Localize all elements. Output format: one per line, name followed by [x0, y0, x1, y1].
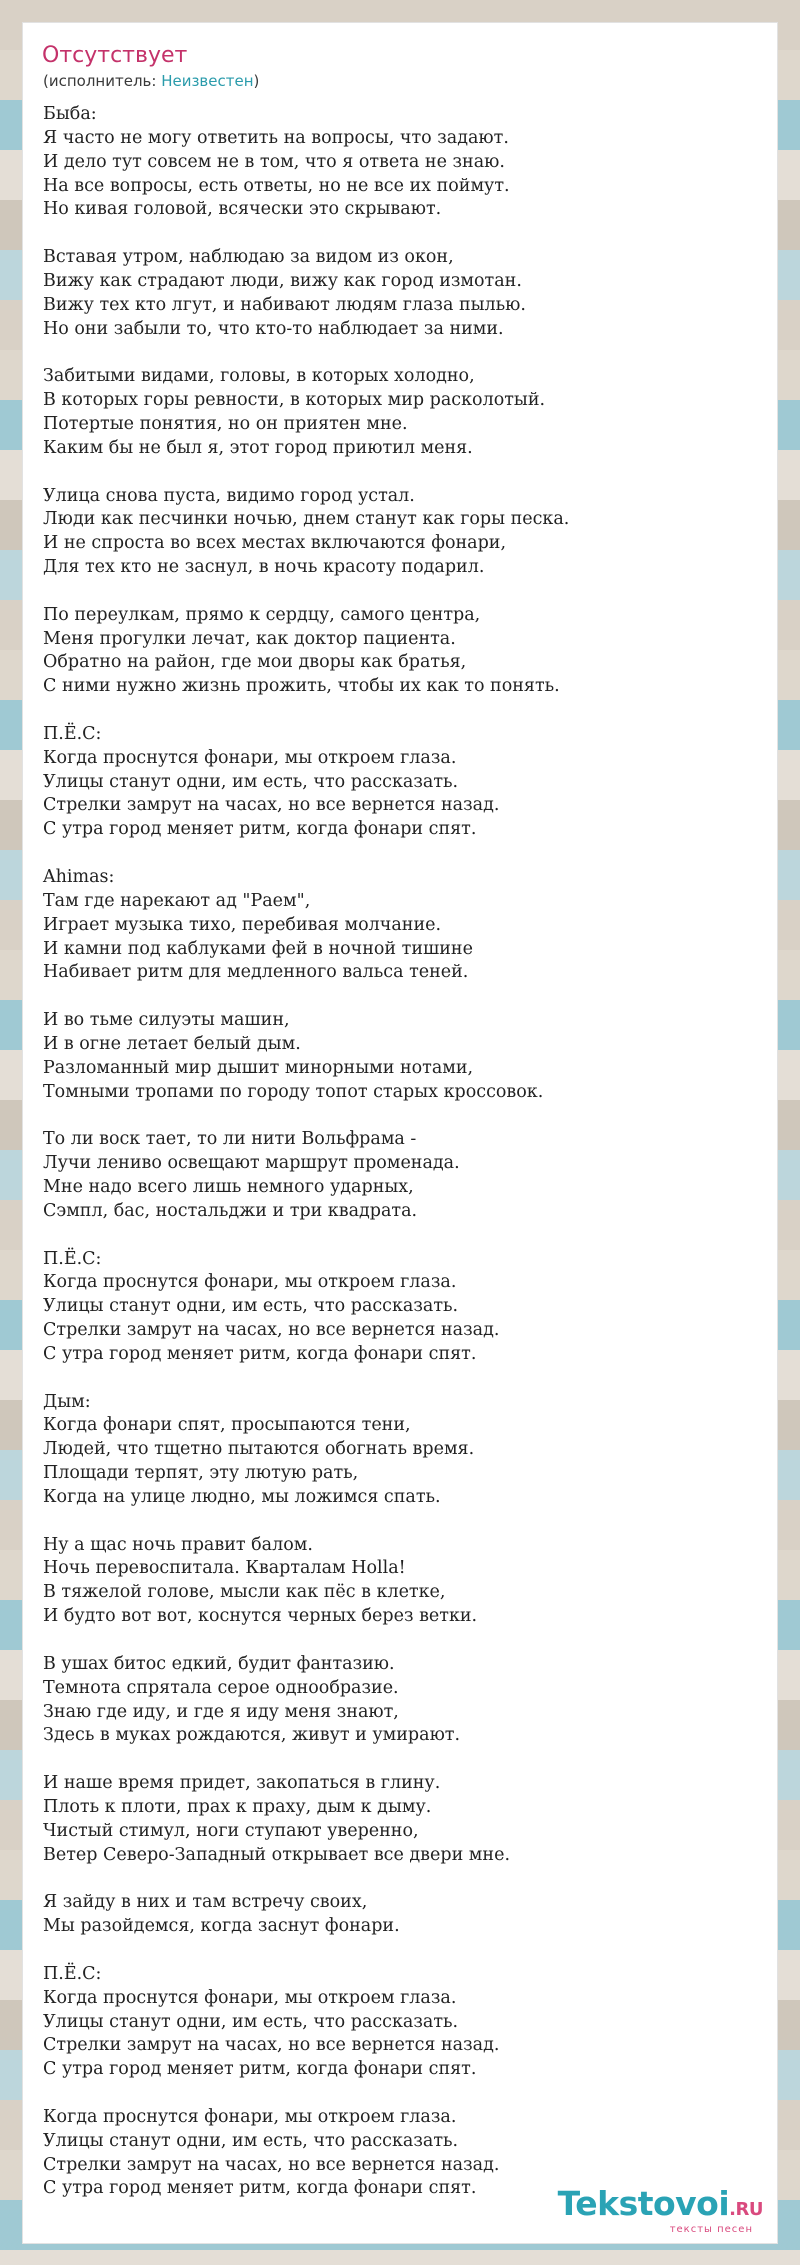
- site-logo[interactable]: [557, 2184, 763, 2235]
- logo-tagline: тексты песен: [669, 2224, 753, 2235]
- logo-name: Tekstovoi: [557, 2184, 730, 2223]
- lyrics-text: Быба: Я часто не могу ответить на вопросы, что задают. И дело тут совсем не в том, что я ответа не знаю. На все вопросы, есть ответы, но не все их поймут. Но кивая головой, всячески это скрывают. Вставая утром, наблюдаю за видом из окон, Вижу как страдают люди, вижу как город измотан. Вижу тех кто лгут, и набивают людям глаза пылью. Но они забыли то, что кто-то наблюдает за ними. Забитыми видами, головы, в которых холодно, В которых горы ревности, в которых мир расколотый. Потертые понятия, но он приятен мне. Каким бы не был я, этот город приютил меня. Улица снова пуста, видимо город устал. Люди как песчинки ночью, днем станут как горы песка. И не спроста во всех местах включаются фонари, Для тех кто не заснул, в ночь красоту подарил. По переулкам, прямо к сердцу, самого центра, Меня прогулки лечат, как доктор пациента. Обратно на район, где мои дворы как братья, С ними нужно жизнь прожить, чтобы их как то понять. П.Ё.С: Когда проснутся фонари, мы откроем глаза. Улицы станут одни, им есть, что рассказать. Стрелки замрут на часах, но все вернется назад. С утра город меняет ритм, когда фонари спят. Ahimas: Там где нарекают ад "Раем", Играет музыка тихо, перебивая молчание. И камни под каблуками фей в ночной тишине Набивает ритм для медленного вальса теней. И во тьме силуэты машин, И в огне летает белый дым. Разломанный мир дышит минорными нотами, Томными тропами по городу топот старых кроссовок. То ли воск тает, то ли нити Вольфрама - Лучи лениво освещают маршрут променада. Мне надо всего лишь немного ударных, Сэмпл, бас, ностальджи и три квадрата. П.Ё.С: Когда проснутся фонари, мы откроем глаза. Улицы станут одни, им есть, что рассказать. Стрелки замрут на часах, но все вернется назад. С утра город меняет ритм, когда фонари спят. Дым: Когда фонари спят, просыпаются тени, Людей, что тщетно пытаются обогнать время. Площади терпят, эту лютую рать, Когда на улице людно, мы ложимся спать. Ну а щас ночь правит балом. Ночь перевоспитала. Кварталам Holla! В тяжелой голове, мысли как пёс в клетке, И будто вот вот, коснутся черных берез ветки. В ушах битос едкий, будит фантазию. Темнота спрятала серое однообразие. Знаю где иду, и где я иду меня знают, Здесь в муках рождаются, живут и умирают. И наше время придет, закопаться в глину. Плоть к плоти, прах к праху, дым к дыму. Чистый стимул, ноги ступают уверенно, Ветер Северо-Западный открывает все двери мне. Я зайду в них и там встречу своих, Мы разойдемся, когда заснут фонари. П.Ё.С: Когда проснутся фонари, мы откроем глаза. Улицы станут одни, им есть, что рассказать. Стрелки замрут на часах, но все вернется назад. С утра город меняет ритм, когда фонари спят. Когда проснутся фонари, мы откроем глаза. Улицы станут одни, им есть, что рассказать. Стрелки замрут на часах, но все вернется назад. С утра город меняет ритм, когда фонари спят.: [43, 104, 570, 2199]
- performer-link[interactable]: Неизвестен: [161, 72, 254, 90]
- performer-line: [43, 71, 259, 91]
- logo-tld: .RU: [729, 2199, 763, 2220]
- lyrics-card: [22, 22, 778, 2244]
- performer-prefix: (исполнитель:: [43, 72, 162, 90]
- logo-wordmark: [557, 2184, 763, 2227]
- song-title: Отсутствует: [42, 43, 188, 68]
- performer-suffix: ): [253, 72, 260, 90]
